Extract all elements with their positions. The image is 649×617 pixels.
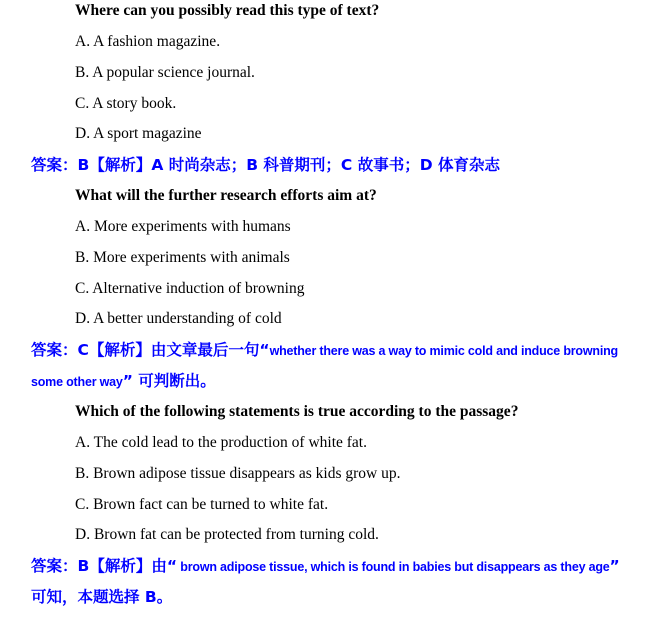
answer-quote-en: whether there was a way to mimic cold and induce browning <box>269 344 618 359</box>
answer-text-zh: 答案：B【解析】A 时尚杂志；B 科普期刊；C 故事书；D 体育杂志 <box>31 156 500 175</box>
option-d: D. A better understanding of cold <box>75 310 282 328</box>
answer-close-quote: ” <box>609 557 620 576</box>
answer-quote-en: some other way <box>31 375 123 390</box>
option-b: B. More experiments with animals <box>75 248 290 266</box>
question-stem: Which of the following statements is true according to the passage? <box>75 402 519 420</box>
answer-text-zh: ” 可判断出。 <box>122 372 216 391</box>
option-c: C. A story book. <box>75 94 177 112</box>
answer-quote-en: brown adipose tissue, which is found in babies but disappears as they age <box>177 560 610 575</box>
option-c: C. Alternative induction of browning <box>75 279 305 297</box>
answer-text-zh: 可知，本题选择 B。 <box>31 588 173 607</box>
answer-explanation-line <box>0 582 649 613</box>
option-b: B. Brown adipose tissue disappears as kids grow up. <box>75 464 401 482</box>
question-block-1 <box>0 0 649 181</box>
option-d: D. Brown fat can be protected from turning cold. <box>75 526 379 544</box>
option-d: D. A sport magazine <box>75 125 202 143</box>
answer-explanation-line <box>0 150 649 181</box>
option-a: A. The cold lead to the production of white fat. <box>75 433 367 451</box>
answer-text-zh: 答案：B【解析】由“ <box>31 557 178 576</box>
option-c: C. Brown fact can be turned to white fat. <box>75 495 329 513</box>
question-block-2 <box>0 181 649 397</box>
answer-explanation-line <box>0 366 649 397</box>
question-stem: Where can you possibly read this type of text? <box>75 2 380 19</box>
question-stem: What will the further research efforts aim at? <box>75 187 377 205</box>
answer-explanation-line <box>0 551 649 582</box>
option-b: B. A popular science journal. <box>75 63 255 81</box>
option-a: A. More experiments with humans <box>75 217 291 235</box>
option-a: A. A fashion magazine. <box>75 32 221 50</box>
question-block-3 <box>0 397 649 613</box>
answer-text-zh: 答案：C【解析】由文章最后一句“ <box>31 341 270 360</box>
answer-explanation-line <box>0 335 649 366</box>
